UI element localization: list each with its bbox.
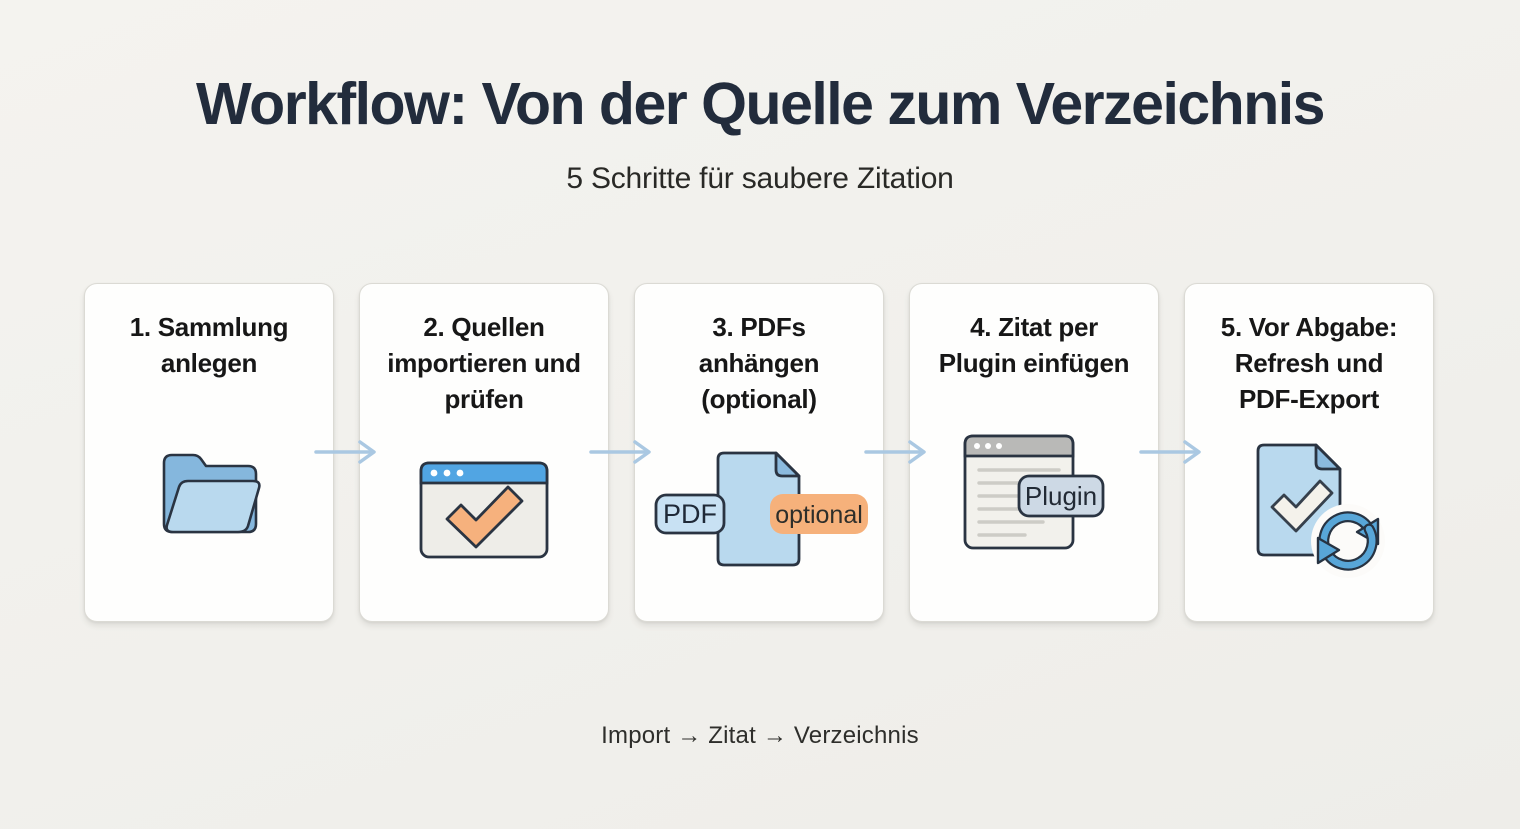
page-subtitle: 5 Schritte für saubere Zitation [566, 162, 954, 195]
page-title: Workflow: Von der Quelle zum Verzeichnis [196, 71, 1324, 137]
step-label: 5. Vor Abgabe: Refresh und PDF-Export [1220, 312, 1398, 414]
optional-badge [770, 494, 868, 534]
step-card-4 [909, 283, 1159, 622]
step-label: 1. Sammlung anlegen [129, 312, 289, 378]
browser-check-icon [419, 461, 549, 559]
arrow-right-icon [313, 440, 381, 464]
document-plugin-icon [963, 434, 1105, 550]
workflow-steps-row [84, 283, 1434, 622]
step-label: 2. Quellen importieren und prüfen [387, 312, 581, 414]
step-card-5 [1184, 283, 1434, 622]
svg-text:Plugin: Plugin [1024, 481, 1098, 512]
arrow-right-icon [588, 440, 656, 464]
arrow-right-icon [863, 440, 931, 464]
step-label: 4. Zitat per Plugin einfügen [938, 312, 1130, 378]
step-card-2 [359, 283, 609, 622]
document-refresh-icon [1222, 439, 1396, 581]
svg-text:optional: optional [775, 501, 863, 530]
footer-summary: Import → Zitat → Verzeichnis [601, 722, 919, 749]
open-folder-icon [149, 436, 269, 548]
step-card-1 [84, 283, 334, 622]
arrow-right-icon [1138, 440, 1206, 464]
pdf-document-icon [648, 449, 870, 571]
header [0, 0, 1520, 196]
plugin-badge [1019, 476, 1103, 516]
svg-text:PDF: PDF [663, 499, 717, 530]
step-card-3 [634, 283, 884, 622]
step-label: 3. PDFs anhängen (optional) [698, 312, 820, 414]
pdf-badge [656, 495, 724, 533]
